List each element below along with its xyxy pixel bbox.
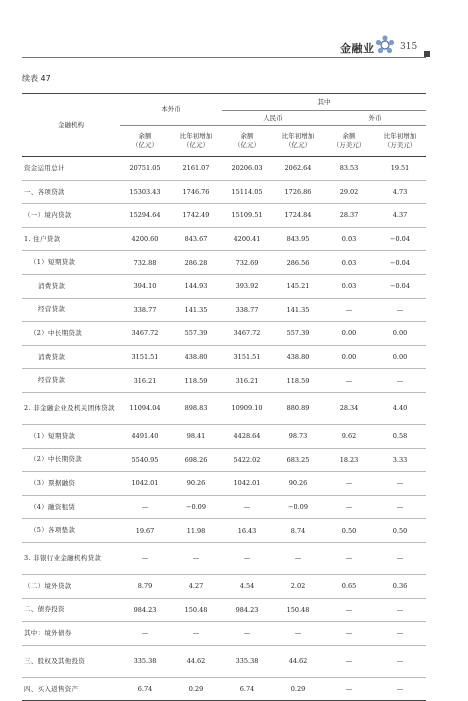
cell-value: 44.62 — [272, 645, 324, 677]
table-row — [22, 274, 426, 298]
cell-value: — — [324, 598, 374, 622]
row-label: （1）短期贷款 — [22, 424, 120, 448]
cell-value: — — [120, 495, 170, 519]
cell-value: 0.00 — [374, 322, 426, 346]
row-label: 其中：境外债券 — [22, 622, 120, 646]
cell-value: 557.39 — [170, 322, 222, 346]
cell-value: 141.35 — [170, 298, 222, 322]
label-unit: （万美元） — [332, 141, 366, 149]
row-label: （1）短期贷款 — [22, 251, 120, 275]
cell-value: — — [272, 622, 324, 646]
cell-value: 335.38 — [222, 645, 272, 677]
header-increase-rmb — [272, 126, 324, 157]
header-foreign: 外币 — [324, 111, 426, 126]
cell-value: 438.80 — [170, 345, 222, 369]
cell-value: 0.65 — [324, 574, 374, 598]
cell-value: 4200.60 — [120, 227, 170, 251]
header-local-foreign: 本外币 — [120, 94, 222, 126]
label-balance: 余额 — [342, 132, 356, 141]
label-unit: （亿元） — [285, 141, 311, 149]
cell-value: 0.03 — [324, 227, 374, 251]
cell-value: 98.41 — [170, 424, 222, 448]
cell-value: 438.80 — [272, 345, 324, 369]
table-row — [22, 519, 426, 543]
cell-value: 4491.40 — [120, 424, 170, 448]
cell-value: 11094.04 — [120, 392, 170, 424]
cell-value: 4.54 — [222, 574, 272, 598]
cell-value: 316.21 — [120, 369, 170, 393]
cell-value: 0.00 — [324, 322, 374, 346]
cell-value: 2.02 — [272, 574, 324, 598]
cell-value: 3151.51 — [222, 345, 272, 369]
cell-value: 1726.86 — [272, 180, 324, 204]
cell-value: −0.04 — [374, 274, 426, 298]
cell-value: 19.67 — [120, 519, 170, 543]
cell-value: 16.43 — [222, 519, 272, 543]
table-row — [22, 424, 426, 448]
cell-value: — — [374, 598, 426, 622]
row-label: 3. 非银行业金融机构贷款 — [22, 542, 120, 574]
cell-value: 393.92 — [222, 274, 272, 298]
table-row — [22, 251, 426, 275]
cell-value: 20751.05 — [120, 157, 170, 181]
cell-value: 5540.95 — [120, 448, 170, 472]
cell-value: 4428.64 — [222, 424, 272, 448]
cell-value: 4.27 — [170, 574, 222, 598]
cell-value: 44.62 — [170, 645, 222, 677]
table-row — [22, 598, 426, 622]
cell-value: — — [324, 472, 374, 496]
cell-value: 90.26 — [170, 472, 222, 496]
cell-value: 29.02 — [324, 180, 374, 204]
cell-value: 316.21 — [222, 369, 272, 393]
cell-value: 3151.51 — [120, 345, 170, 369]
cell-value: — — [374, 298, 426, 322]
table-row — [22, 369, 426, 393]
cell-value: 20206.03 — [222, 157, 272, 181]
cell-value: 698.26 — [170, 448, 222, 472]
table-row — [22, 345, 426, 369]
cell-value: 335.38 — [120, 645, 170, 677]
cell-value: 0.58 — [374, 424, 426, 448]
cell-value: — — [324, 645, 374, 677]
cell-value: 843.95 — [272, 227, 324, 251]
cell-value: 880.89 — [272, 392, 324, 424]
cell-value: 8.79 — [120, 574, 170, 598]
cell-value: — — [170, 622, 222, 646]
cell-value: 118.59 — [170, 369, 222, 393]
cell-value: 150.48 — [170, 598, 222, 622]
page-header — [0, 0, 468, 62]
table-row — [22, 622, 426, 646]
table-row — [22, 157, 426, 181]
row-label: （2）中长期贷款 — [22, 448, 120, 472]
row-label: 消费贷款 — [22, 345, 120, 369]
cell-value: 1042.01 — [222, 472, 272, 496]
cell-value: 683.25 — [272, 448, 324, 472]
cell-value: 2062.64 — [272, 157, 324, 181]
cell-value: 286.28 — [170, 251, 222, 275]
table-body — [22, 157, 426, 701]
cell-value: 1042.01 — [120, 472, 170, 496]
cell-value: — — [120, 542, 170, 574]
header-of-which: 其中 — [222, 94, 426, 111]
cell-value: — — [324, 495, 374, 519]
header-institution: 金融机构 — [22, 94, 120, 157]
cell-value: — — [374, 622, 426, 646]
cell-value: −0.09 — [170, 495, 222, 519]
cell-value: 3467.72 — [222, 322, 272, 346]
cell-value: 732.88 — [120, 251, 170, 275]
cell-value: — — [374, 369, 426, 393]
label-balance: 余额 — [240, 132, 254, 141]
header-balance-total — [120, 126, 170, 157]
cell-value: 15109.51 — [222, 204, 272, 228]
table-row — [22, 645, 426, 677]
table-row — [22, 392, 426, 424]
cell-value: — — [170, 542, 222, 574]
cell-value: 15114.05 — [222, 180, 272, 204]
row-label: 2. 非金融企业及机关团体贷款 — [22, 392, 120, 424]
cell-value: — — [324, 298, 374, 322]
label-unit: （亿元） — [132, 141, 158, 149]
cell-value: 118.59 — [272, 369, 324, 393]
row-label: （3）票据融资 — [22, 472, 120, 496]
row-label: 三、股权及其他投资 — [22, 645, 120, 677]
cell-value: 4.73 — [374, 180, 426, 204]
row-label: 一、各项贷款 — [22, 180, 120, 204]
cell-value: — — [324, 542, 374, 574]
cell-value: 141.35 — [272, 298, 324, 322]
row-label: （二）境外贷款 — [22, 574, 120, 598]
cell-value: — — [374, 645, 426, 677]
label-unit: （亿元） — [183, 141, 209, 149]
cell-value: — — [324, 622, 374, 646]
cell-value: — — [222, 495, 272, 519]
cell-value: 0.29 — [272, 677, 324, 701]
cell-value: — — [120, 622, 170, 646]
cell-value: 984.23 — [120, 598, 170, 622]
cell-value: 28.34 — [324, 392, 374, 424]
cell-value: 144.93 — [170, 274, 222, 298]
cell-value: −0.04 — [374, 251, 426, 275]
table-caption: 续表 47 — [22, 74, 51, 83]
cell-value: 732.69 — [222, 251, 272, 275]
cell-value: 15294.64 — [120, 204, 170, 228]
cell-value: 2161.07 — [170, 157, 222, 181]
table-row — [22, 574, 426, 598]
cell-value: 15303.43 — [120, 180, 170, 204]
cell-value: — — [324, 677, 374, 701]
row-label: （一）境内贷款 — [22, 204, 120, 228]
cell-value: 19.51 — [374, 157, 426, 181]
cell-value: — — [374, 495, 426, 519]
cell-value: 6.74 — [222, 677, 272, 701]
row-label: 1. 住户贷款 — [22, 227, 120, 251]
cell-value: 394.10 — [120, 274, 170, 298]
cell-value: 5422.02 — [222, 448, 272, 472]
header-rmb: 人民币 — [222, 111, 324, 126]
cell-value: 0.50 — [324, 519, 374, 543]
cell-value: 11.98 — [170, 519, 222, 543]
cell-value: 9.62 — [324, 424, 374, 448]
cell-value: 0.03 — [324, 274, 374, 298]
row-label: 四、买入返售资产 — [22, 677, 120, 701]
cell-value: 4.40 — [374, 392, 426, 424]
cell-value: 0.00 — [374, 345, 426, 369]
cell-value: — — [374, 472, 426, 496]
table-row — [22, 495, 426, 519]
cell-value: 338.77 — [222, 298, 272, 322]
label-balance: 余额 — [138, 132, 152, 141]
table-header — [22, 94, 426, 157]
label-increase: 比年初增加 — [383, 132, 417, 141]
row-label: （4）融资租赁 — [22, 495, 120, 519]
row-label: 资金运用总计 — [22, 157, 120, 181]
cell-value: 1746.76 — [170, 180, 222, 204]
cell-value: 4.37 — [374, 204, 426, 228]
cell-value: 145.21 — [272, 274, 324, 298]
header-balance-foreign — [324, 126, 374, 157]
cell-value: 0.03 — [324, 251, 374, 275]
header-balance-rmb — [222, 126, 272, 157]
cell-value: 150.48 — [272, 598, 324, 622]
cell-value: — — [272, 542, 324, 574]
table-row — [22, 448, 426, 472]
cell-value: 1724.84 — [272, 204, 324, 228]
cell-value: 98.73 — [272, 424, 324, 448]
cell-value: 10909.10 — [222, 392, 272, 424]
financial-institutions-table — [22, 93, 426, 701]
cell-value: — — [324, 369, 374, 393]
header-rule — [22, 57, 426, 58]
label-unit: （万美元） — [383, 141, 417, 149]
header-increase-foreign — [374, 126, 426, 157]
cell-value: 3.33 — [374, 448, 426, 472]
cell-value: 338.77 — [120, 298, 170, 322]
cell-value: 984.23 — [222, 598, 272, 622]
cell-value: — — [222, 542, 272, 574]
row-label: 二、债券投资 — [22, 598, 120, 622]
table-row — [22, 472, 426, 496]
section-title: 金融业 — [340, 42, 375, 55]
cell-value: 557.39 — [272, 322, 324, 346]
cell-value: 8.74 — [272, 519, 324, 543]
cell-value: −0.04 — [374, 227, 426, 251]
header-increase-total — [170, 126, 222, 157]
row-label: （5）各项垫款 — [22, 519, 120, 543]
cell-value: 843.67 — [170, 227, 222, 251]
cell-value: — — [374, 542, 426, 574]
cell-value: 286.56 — [272, 251, 324, 275]
cell-value: 0.29 — [170, 677, 222, 701]
cell-value: 3467.72 — [120, 322, 170, 346]
cell-value: — — [222, 622, 272, 646]
cell-value: 28.37 — [324, 204, 374, 228]
table-row — [22, 298, 426, 322]
cell-value: 4200.41 — [222, 227, 272, 251]
table-row — [22, 677, 426, 701]
publication-logo-icon — [374, 34, 396, 56]
cell-value: 898.83 — [170, 392, 222, 424]
cell-value: 18.23 — [324, 448, 374, 472]
cell-value: 83.53 — [324, 157, 374, 181]
table-row — [22, 180, 426, 204]
label-increase: 比年初增加 — [281, 132, 315, 141]
cell-value: — — [374, 677, 426, 701]
row-label: 经营贷款 — [22, 298, 120, 322]
row-label: 经营贷款 — [22, 369, 120, 393]
cell-value: 0.50 — [374, 519, 426, 543]
label-increase: 比年初增加 — [179, 132, 213, 141]
row-label: （2）中长期贷款 — [22, 322, 120, 346]
table-row — [22, 322, 426, 346]
label-unit: （亿元） — [234, 141, 260, 149]
page-number: 315 — [400, 42, 418, 52]
cell-value: 6.74 — [120, 677, 170, 701]
table-row — [22, 227, 426, 251]
cell-value: 1742.49 — [170, 204, 222, 228]
cell-value: 0.36 — [374, 574, 426, 598]
table-row — [22, 542, 426, 574]
cell-value: 0.00 — [324, 345, 374, 369]
cell-value: 90.26 — [272, 472, 324, 496]
row-label: 消费贷款 — [22, 274, 120, 298]
cell-value: −0.09 — [272, 495, 324, 519]
table-row — [22, 204, 426, 228]
